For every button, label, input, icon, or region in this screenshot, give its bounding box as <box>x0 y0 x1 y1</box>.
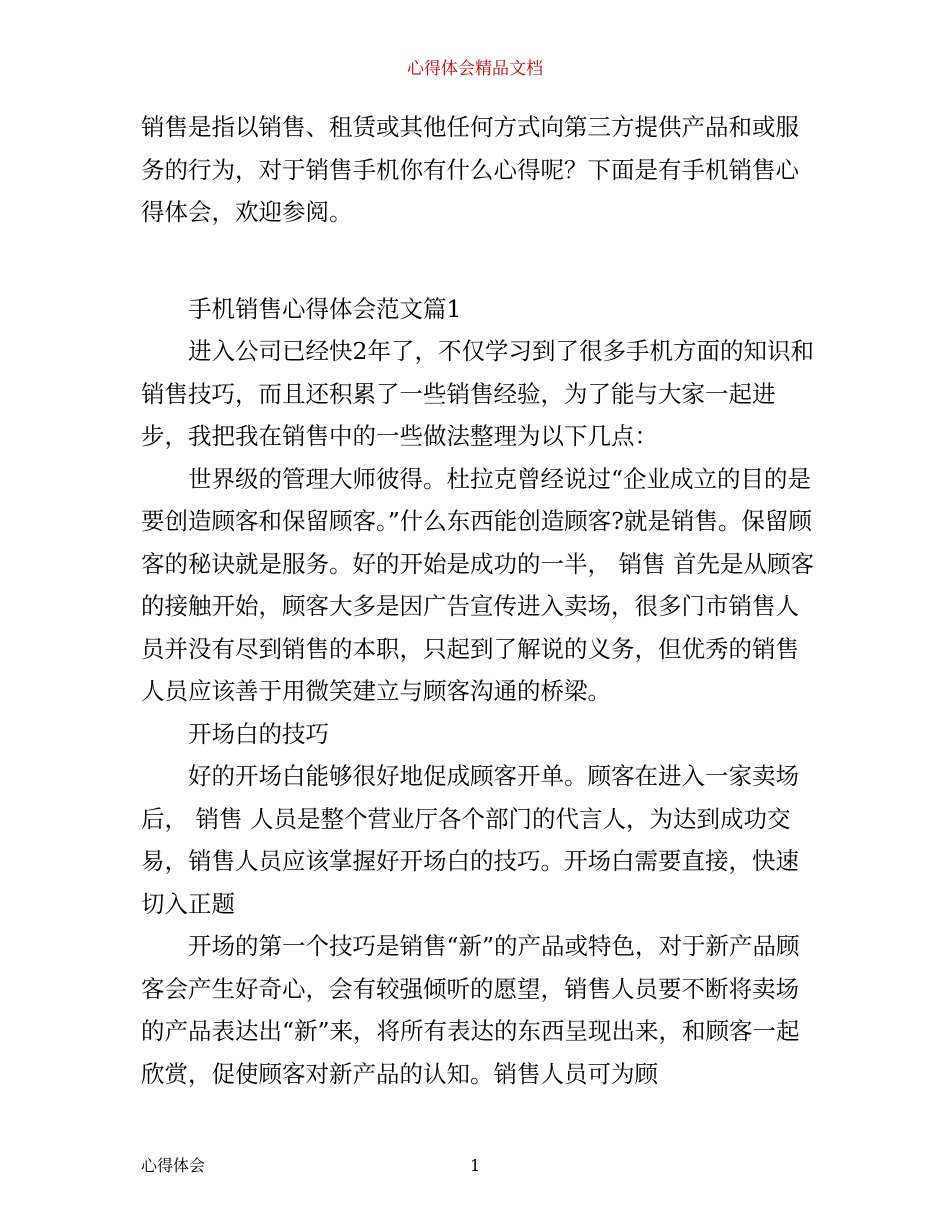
document-body <box>141 106 816 1095</box>
paragraph-spacer <box>141 234 816 288</box>
page-number: 1 <box>470 1156 481 1175</box>
page-header-title: 心得体会精品文档 <box>407 59 543 79</box>
intro-paragraph: 销售是指以销售、租赁或其他任何方式向第三方提供产品和或服务的行为，对于销售手机你有什么心得呢？下面是有手机销售心得体会，欢迎参阅。 <box>141 113 799 226</box>
footer-label: 心得体会 <box>141 1156 206 1175</box>
body-paragraph-3: 好的开场白能够很好地促成顾客开单。顾客在进入一家卖场后， 销售 人员是整个营业厅各个部门的代言人，为达到成功交易，销售人员应该掌握好开场白的技巧。开场白需要直接，快速切入正题 <box>141 762 799 918</box>
body-paragraph-2: 世界级的管理大师彼得。杜拉克曾经说过“企业成立的目的是要创造顾客和保留顾客。”什么东西能创造顾客?就是销售。保留顾客的秘诀就是服务。好的开始是成功的一半， 销售 首先是从顾客的接触开始，顾客大多是因广告宣传进入卖场，很多门市销售人员并没有尽到销售的本职，只起到了解说的义务，但优秀的销售人员应该善于用微笑建立与顾客沟通的桥梁。 <box>141 464 814 705</box>
body-paragraph-1: 进入公司已经快2年了，不仅学习到了很多手机方面的知识和销售技巧，而且还积累了一些销售经验，为了能与大家一起进步，我把我在销售中的一些做法整理为以下几点： <box>141 337 814 450</box>
body-paragraph-4: 开场的第一个技巧是销售“新”的产品或特色，对于新产品顾客会产生好奇心，会有较强倾听的愿望，销售人员要不断将卖场的产品表达出“新”来，将所有表达的东西呈现出来，和顾客一起欣赏，促使顾客对新产品的认知。销售人员可为顾 <box>141 932 800 1088</box>
subheading-opening-skills: 开场白的技巧 <box>188 719 329 748</box>
section-title: 手机销售心得体会范文篇1 <box>188 294 462 323</box>
